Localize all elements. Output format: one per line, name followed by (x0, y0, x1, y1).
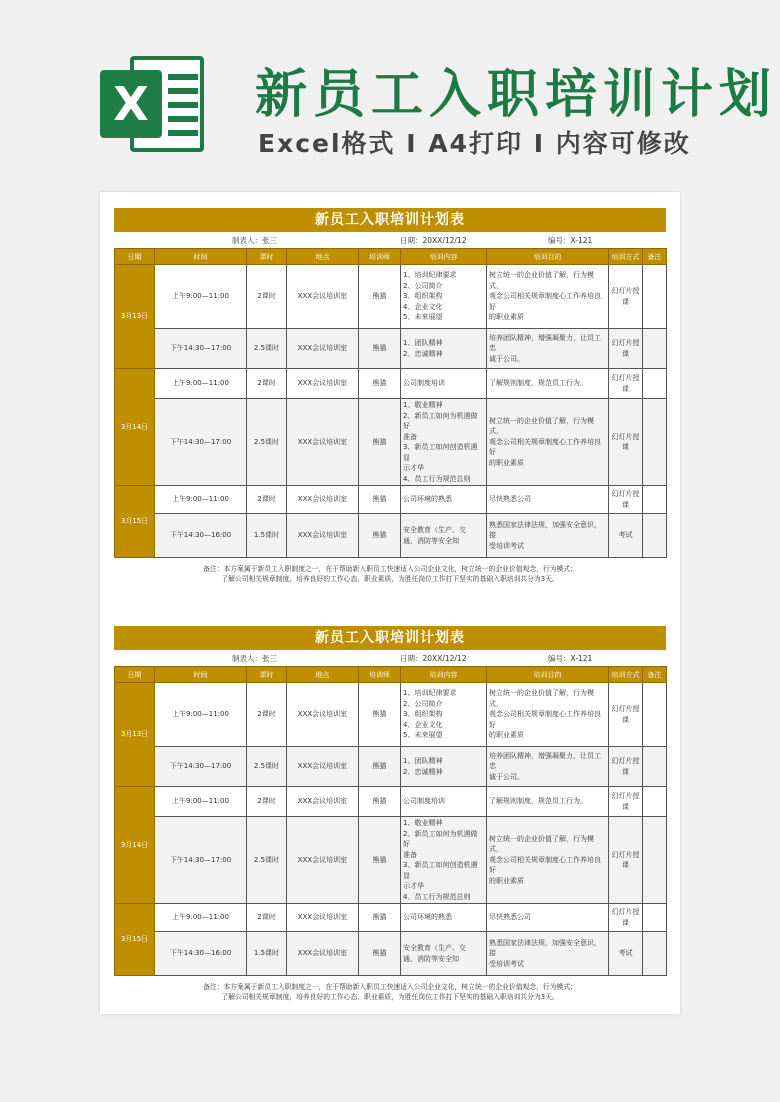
table-row (115, 683, 667, 747)
purpose-cell: 尽快熟悉公司 (487, 486, 609, 514)
trainer-cell: 熊猫 (359, 787, 401, 817)
trainer-cell: 熊猫 (359, 265, 401, 329)
remark-cell (643, 683, 667, 747)
time-cell: 上午9:00—11:00 (155, 787, 247, 817)
content-cell: 公司制度培训 (401, 787, 487, 817)
purpose-cell: 了解规则制度，规范员工行为。 (487, 369, 609, 399)
date-label: 日期：20XX/12/12 (400, 236, 467, 245)
column-header: 备注 (643, 667, 667, 683)
a4-preview-page (100, 192, 680, 1014)
place-cell: XXX会议培训室 (287, 486, 359, 514)
trainer-cell: 熊猫 (359, 683, 401, 747)
trainer-cell: 熊猫 (359, 329, 401, 369)
trainer-cell: 熊猫 (359, 904, 401, 932)
trainer-cell: 熊猫 (359, 514, 401, 558)
maker-label: 制表人：张三 (232, 236, 277, 245)
table-header-row (115, 249, 667, 265)
date-label: 日期：20XX/12/12 (400, 654, 467, 663)
remark-cell (643, 747, 667, 787)
column-header: 地点 (287, 249, 359, 265)
trainer-cell: 熊猫 (359, 399, 401, 486)
trainer-cell: 熊猫 (359, 486, 401, 514)
remark-cell (643, 265, 667, 329)
time-cell: 下午14:30—16:00 (155, 514, 247, 558)
content-cell: 公司环境的熟悉 (401, 904, 487, 932)
hours-cell: 2课时 (247, 486, 287, 514)
remark-cell (643, 399, 667, 486)
method-cell: 考试 (609, 514, 643, 558)
method-cell: 幻灯片授 课 (609, 904, 643, 932)
place-cell: XXX会议培训室 (287, 904, 359, 932)
sheet-note: 备注：本方案属于新员工入职制度之一，在于帮助新入职员工快速适入公司企业文化，树立统一的企业价值观念，行为模式； 了解公司相关规章制度，培养良好的工作心态、职业素质，为胜任岗位工作打下坚实的基础入职培训共分为3天。 (203, 565, 577, 583)
place-cell: XXX会议培训室 (287, 369, 359, 399)
table-row (115, 265, 667, 329)
column-header: 课时 (247, 667, 287, 683)
method-cell: 幻灯片授 课 (609, 399, 643, 486)
remark-cell (643, 329, 667, 369)
training-table (114, 666, 667, 976)
content-cell: 1、敬业精神 2、新员工如何为机遇做好 准备 3、新员工如何创造机遇显 示才华 4、员工行为规范总则 (401, 817, 487, 904)
date-cell: 3月15日 (115, 904, 155, 976)
place-cell: XXX会议培训室 (287, 787, 359, 817)
date-cell: 3月14日 (115, 369, 155, 486)
table-row (115, 486, 667, 514)
training-table (114, 248, 667, 558)
trainer-cell: 熊猫 (359, 747, 401, 787)
content-cell: 安全教育（生产、交 通、消防等安全知 (401, 932, 487, 976)
place-cell: XXX会议培训室 (287, 817, 359, 904)
sheet-note: 备注：本方案属于新员工入职制度之一，在于帮助新入职员工快速适入公司企业文化，树立统一的企业价值观念，行为模式； 了解公司相关规章制度，培养良好的工作心态、职业素质，为胜任岗位工作打下坚实的基础入职培训共分为3天。 (203, 983, 577, 1001)
date-cell: 3月15日 (115, 486, 155, 558)
time-cell: 下午14:30—17:00 (155, 747, 247, 787)
purpose-cell: 培养团队精神，增强凝聚力，让员工忠 诚于公司。 (487, 747, 609, 787)
place-cell: XXX会议培训室 (287, 683, 359, 747)
column-header: 培训内容 (401, 667, 487, 683)
method-cell: 幻灯片授 课 (609, 329, 643, 369)
method-cell: 幻灯片授 课 (609, 369, 643, 399)
method-cell: 幻灯片授 课 (609, 817, 643, 904)
date-cell: 3月13日 (115, 265, 155, 369)
page-header (0, 0, 780, 190)
method-cell: 幻灯片授 课 (609, 486, 643, 514)
hours-cell: 2.5课时 (247, 817, 287, 904)
hours-cell: 2课时 (247, 265, 287, 329)
column-header: 时间 (155, 667, 247, 683)
column-header: 备注 (643, 249, 667, 265)
time-cell: 上午9:00—11:00 (155, 486, 247, 514)
remark-cell (643, 817, 667, 904)
method-cell: 考试 (609, 932, 643, 976)
table-row (115, 399, 667, 486)
hours-cell: 1.5课时 (247, 932, 287, 976)
hours-cell: 2.5课时 (247, 399, 287, 486)
date-cell: 3月13日 (115, 683, 155, 787)
remark-cell (643, 787, 667, 817)
sheet-title: 新员工入职培训计划表 (114, 626, 666, 650)
table-row (115, 787, 667, 817)
content-cell: 1、团队精神 2、忠诚精神 (401, 747, 487, 787)
code-label: 编号：X-121 (548, 236, 593, 245)
table-row (115, 932, 667, 976)
excel-x-badge: X (100, 70, 162, 138)
column-header: 培训目的 (487, 249, 609, 265)
remark-cell (643, 514, 667, 558)
column-header: 培训方式 (609, 667, 643, 683)
table-row (115, 747, 667, 787)
place-cell: XXX会议培训室 (287, 514, 359, 558)
purpose-cell: 熟悉国家法律法规，加强安全意识，接 受培训考试 (487, 514, 609, 558)
purpose-cell: 树立统一的企业价值了解，行为模式， 观念公司相关规章制度心工作养培良好 的职业素质 (487, 817, 609, 904)
maker-label: 制表人：张三 (232, 654, 277, 663)
place-cell: XXX会议培训室 (287, 747, 359, 787)
place-cell: XXX会议培训室 (287, 329, 359, 369)
sheet-meta (114, 232, 666, 248)
time-cell: 下午14:30—17:00 (155, 399, 247, 486)
purpose-cell: 树立统一的企业价值了解，行为模式， 观念公司相关规章制度心工作养培良好 的职业素质 (487, 683, 609, 747)
time-cell: 下午14:30—16:00 (155, 932, 247, 976)
purpose-cell: 尽快熟悉公司 (487, 904, 609, 932)
time-cell: 上午9:00—11:00 (155, 265, 247, 329)
table-row (115, 369, 667, 399)
page-title: 新员工入职培训计划 (255, 65, 778, 125)
column-header: 培训方式 (609, 249, 643, 265)
training-sheet-2 (114, 626, 666, 1002)
content-cell: 1、培训纪律要求 2、公司简介 3、组织架构 4、企业文化 5、未来展望 (401, 265, 487, 329)
hours-cell: 2.5课时 (247, 747, 287, 787)
hours-cell: 1.5课时 (247, 514, 287, 558)
trainer-cell: 熊猫 (359, 817, 401, 904)
purpose-cell: 树立统一的企业价值了解，行为模式， 观念公司相关规章制度心工作养培良好 的职业素质 (487, 265, 609, 329)
hours-cell: 2课时 (247, 787, 287, 817)
method-cell: 幻灯片授 课 (609, 265, 643, 329)
content-cell: 1、培训纪律要求 2、公司简介 3、组织架构 4、企业文化 5、未来展望 (401, 683, 487, 747)
column-header: 日期 (115, 667, 155, 683)
content-cell: 1、敬业精神 2、新员工如何为机遇做好 准备 3、新员工如何创造机遇显 示才华 4、员工行为规范总则 (401, 399, 487, 486)
time-cell: 上午9:00—11:00 (155, 369, 247, 399)
place-cell: XXX会议培训室 (287, 399, 359, 486)
remark-cell (643, 369, 667, 399)
hours-cell: 2课时 (247, 904, 287, 932)
method-cell: 幻灯片授 课 (609, 747, 643, 787)
time-cell: 上午9:00—11:00 (155, 683, 247, 747)
column-header: 课时 (247, 249, 287, 265)
trainer-cell: 熊猫 (359, 932, 401, 976)
remark-cell (643, 486, 667, 514)
table-header-row (115, 667, 667, 683)
purpose-cell: 了解规则制度，规范员工行为。 (487, 787, 609, 817)
column-header: 培训师 (359, 249, 401, 265)
code-label: 编号：X-121 (548, 654, 593, 663)
time-cell: 下午14:30—17:00 (155, 817, 247, 904)
training-sheet-1 (114, 208, 666, 584)
hours-cell: 2.5课时 (247, 329, 287, 369)
column-header: 培训师 (359, 667, 401, 683)
table-row (115, 514, 667, 558)
sheet-meta (114, 650, 666, 666)
purpose-cell: 培养团队精神，增强凝聚力，让员工忠 诚于公司。 (487, 329, 609, 369)
remark-cell (643, 904, 667, 932)
sheet-title: 新员工入职培训计划表 (114, 208, 666, 232)
table-row (115, 817, 667, 904)
column-header: 日期 (115, 249, 155, 265)
content-cell: 安全教育（生产、交 通、消防等安全知 (401, 514, 487, 558)
excel-logo-icon (100, 56, 204, 152)
place-cell: XXX会议培训室 (287, 932, 359, 976)
column-header: 地点 (287, 667, 359, 683)
content-cell: 公司制度培训 (401, 369, 487, 399)
trainer-cell: 熊猫 (359, 369, 401, 399)
date-cell: 3月14日 (115, 787, 155, 904)
content-cell: 公司环境的熟悉 (401, 486, 487, 514)
content-cell: 1、团队精神 2、忠诚精神 (401, 329, 487, 369)
time-cell: 下午14:30—17:00 (155, 329, 247, 369)
column-header: 培训目的 (487, 667, 609, 683)
page-subtitle: Excel格式 I A4打印 I 内容可修改 (258, 129, 691, 158)
remark-cell (643, 932, 667, 976)
hours-cell: 2课时 (247, 683, 287, 747)
table-row (115, 329, 667, 369)
time-cell: 上午9:00—11:00 (155, 904, 247, 932)
table-row (115, 904, 667, 932)
purpose-cell: 熟悉国家法律法规，加强安全意识，接 受培训考试 (487, 932, 609, 976)
method-cell: 幻灯片授 课 (609, 683, 643, 747)
column-header: 培训内容 (401, 249, 487, 265)
place-cell: XXX会议培训室 (287, 265, 359, 329)
column-header: 时间 (155, 249, 247, 265)
hours-cell: 2课时 (247, 369, 287, 399)
purpose-cell: 树立统一的企业价值了解，行为模式， 观念公司相关规章制度心工作养培良好 的职业素质 (487, 399, 609, 486)
method-cell: 幻灯片授 课 (609, 787, 643, 817)
